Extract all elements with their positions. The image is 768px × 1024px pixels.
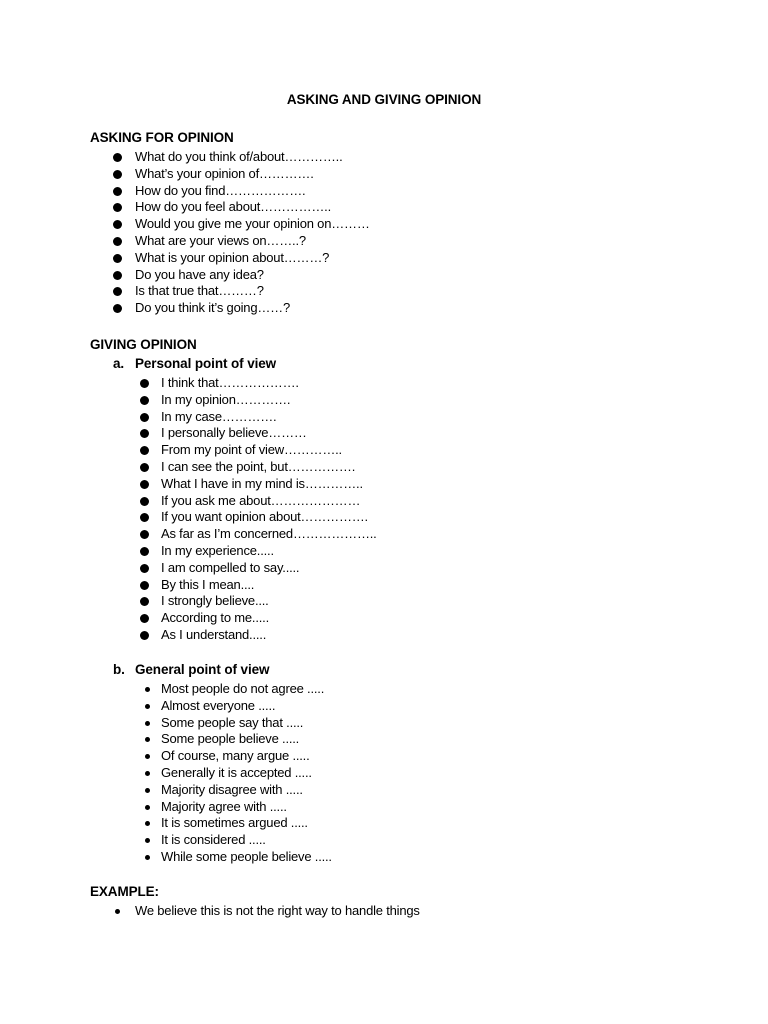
bullet-icon [140,547,149,556]
document-title: ASKING AND GIVING OPINION [286,92,482,107]
bullet-icon [113,220,122,229]
list-item: As I understand..... [140,627,377,644]
bullet-icon [145,687,150,692]
asking-list [113,149,370,317]
list-item: Some people believe ..... [140,731,332,748]
list-item: If you want opinion about……………. [140,509,377,526]
bullet-icon [145,855,150,860]
bullet-icon [145,771,150,776]
bullet-icon [113,287,122,296]
bullet-icon [113,187,122,196]
general-list [140,681,332,866]
list-item: What are your views on……..? [113,233,370,250]
bullet-icon [140,581,149,590]
subheading-label: Personal point of view [135,356,277,371]
list-item: Some people say that ..... [140,715,332,732]
bullet-icon [140,564,149,573]
bullet-icon [140,446,149,455]
list-item: Majority agree with ..... [140,799,332,816]
bullet-icon [113,254,122,263]
list-item: Generally it is accepted ..... [140,765,332,782]
list-item: As far as I’m concerned……………….. [140,526,377,543]
list-item: I personally believe……… [140,425,377,442]
bullet-icon [113,304,122,313]
list-item: It is sometimes argued ..... [140,815,332,832]
bullet-icon [113,170,122,179]
list-item: I am compelled to say..... [140,560,377,577]
bullet-icon [113,271,122,280]
list-item: How do you feel about…………….. [113,199,370,216]
list-item: What do you think of/about………….. [113,149,370,166]
bullet-icon [145,754,150,759]
general-subheading [113,662,269,677]
personal-subheading [113,356,276,371]
list-item: How do you find………………. [113,183,370,200]
list-item: I strongly believe.... [140,593,377,610]
list-item: In my opinion…………. [140,392,377,409]
bullet-icon [145,805,150,810]
list-item: According to me..... [140,610,377,627]
bullet-icon [140,480,149,489]
bullet-icon [113,203,122,212]
list-item: Do you think it’s going……? [113,300,370,317]
personal-list [140,375,377,644]
bullet-icon [140,497,149,506]
subheading-marker: a. [113,356,125,371]
subheading-label: General point of view [135,662,270,677]
example-heading: EXAMPLE: [90,884,159,899]
list-item: From my point of view………….. [140,442,377,459]
giving-heading: GIVING OPINION [90,337,197,352]
asking-heading: ASKING FOR OPINION [90,130,234,145]
list-item: I think that………………. [140,375,377,392]
list-item: Of course, many argue ..... [140,748,332,765]
bullet-icon [140,413,149,422]
list-item: What is your opinion about………? [113,250,370,267]
bullet-icon [140,614,149,623]
bullet-icon [140,429,149,438]
list-item: Do you have any idea? [113,267,370,284]
list-item: If you ask me about………………… [140,493,377,510]
bullet-icon [145,721,150,726]
bullet-icon [115,909,120,914]
subheading-marker: b. [113,662,125,677]
list-item: What I have in my mind is………….. [140,476,377,493]
bullet-icon [113,153,122,162]
bullet-icon [140,597,149,606]
bullet-icon [145,788,150,793]
list-item: Almost everyone ..... [140,698,332,715]
bullet-icon [145,737,150,742]
bullet-icon [140,513,149,522]
list-item: Majority disagree with ..... [140,782,332,799]
bullet-icon [145,821,150,826]
bullet-icon [140,396,149,405]
list-item: Would you give me your opinion on……… [113,216,370,233]
list-item: In my experience..... [140,543,377,560]
list-item: What’s your opinion of…………. [113,166,370,183]
bullet-icon [145,704,150,709]
list-item: We believe this is not the right way to handle things [113,903,420,920]
list-item: It is considered ..... [140,832,332,849]
bullet-icon [140,530,149,539]
bullet-icon [140,379,149,388]
list-item: By this I mean.... [140,577,377,594]
example-list [113,903,420,920]
bullet-icon [140,463,149,472]
list-item: I can see the point, but……………. [140,459,377,476]
list-item: Is that true that………? [113,283,370,300]
bullet-icon [113,237,122,246]
list-item: While some people believe ..... [140,849,332,866]
list-item: In my case…………. [140,409,377,426]
list-item: Most people do not agree ..... [140,681,332,698]
bullet-icon [145,838,150,843]
bullet-icon [140,631,149,640]
